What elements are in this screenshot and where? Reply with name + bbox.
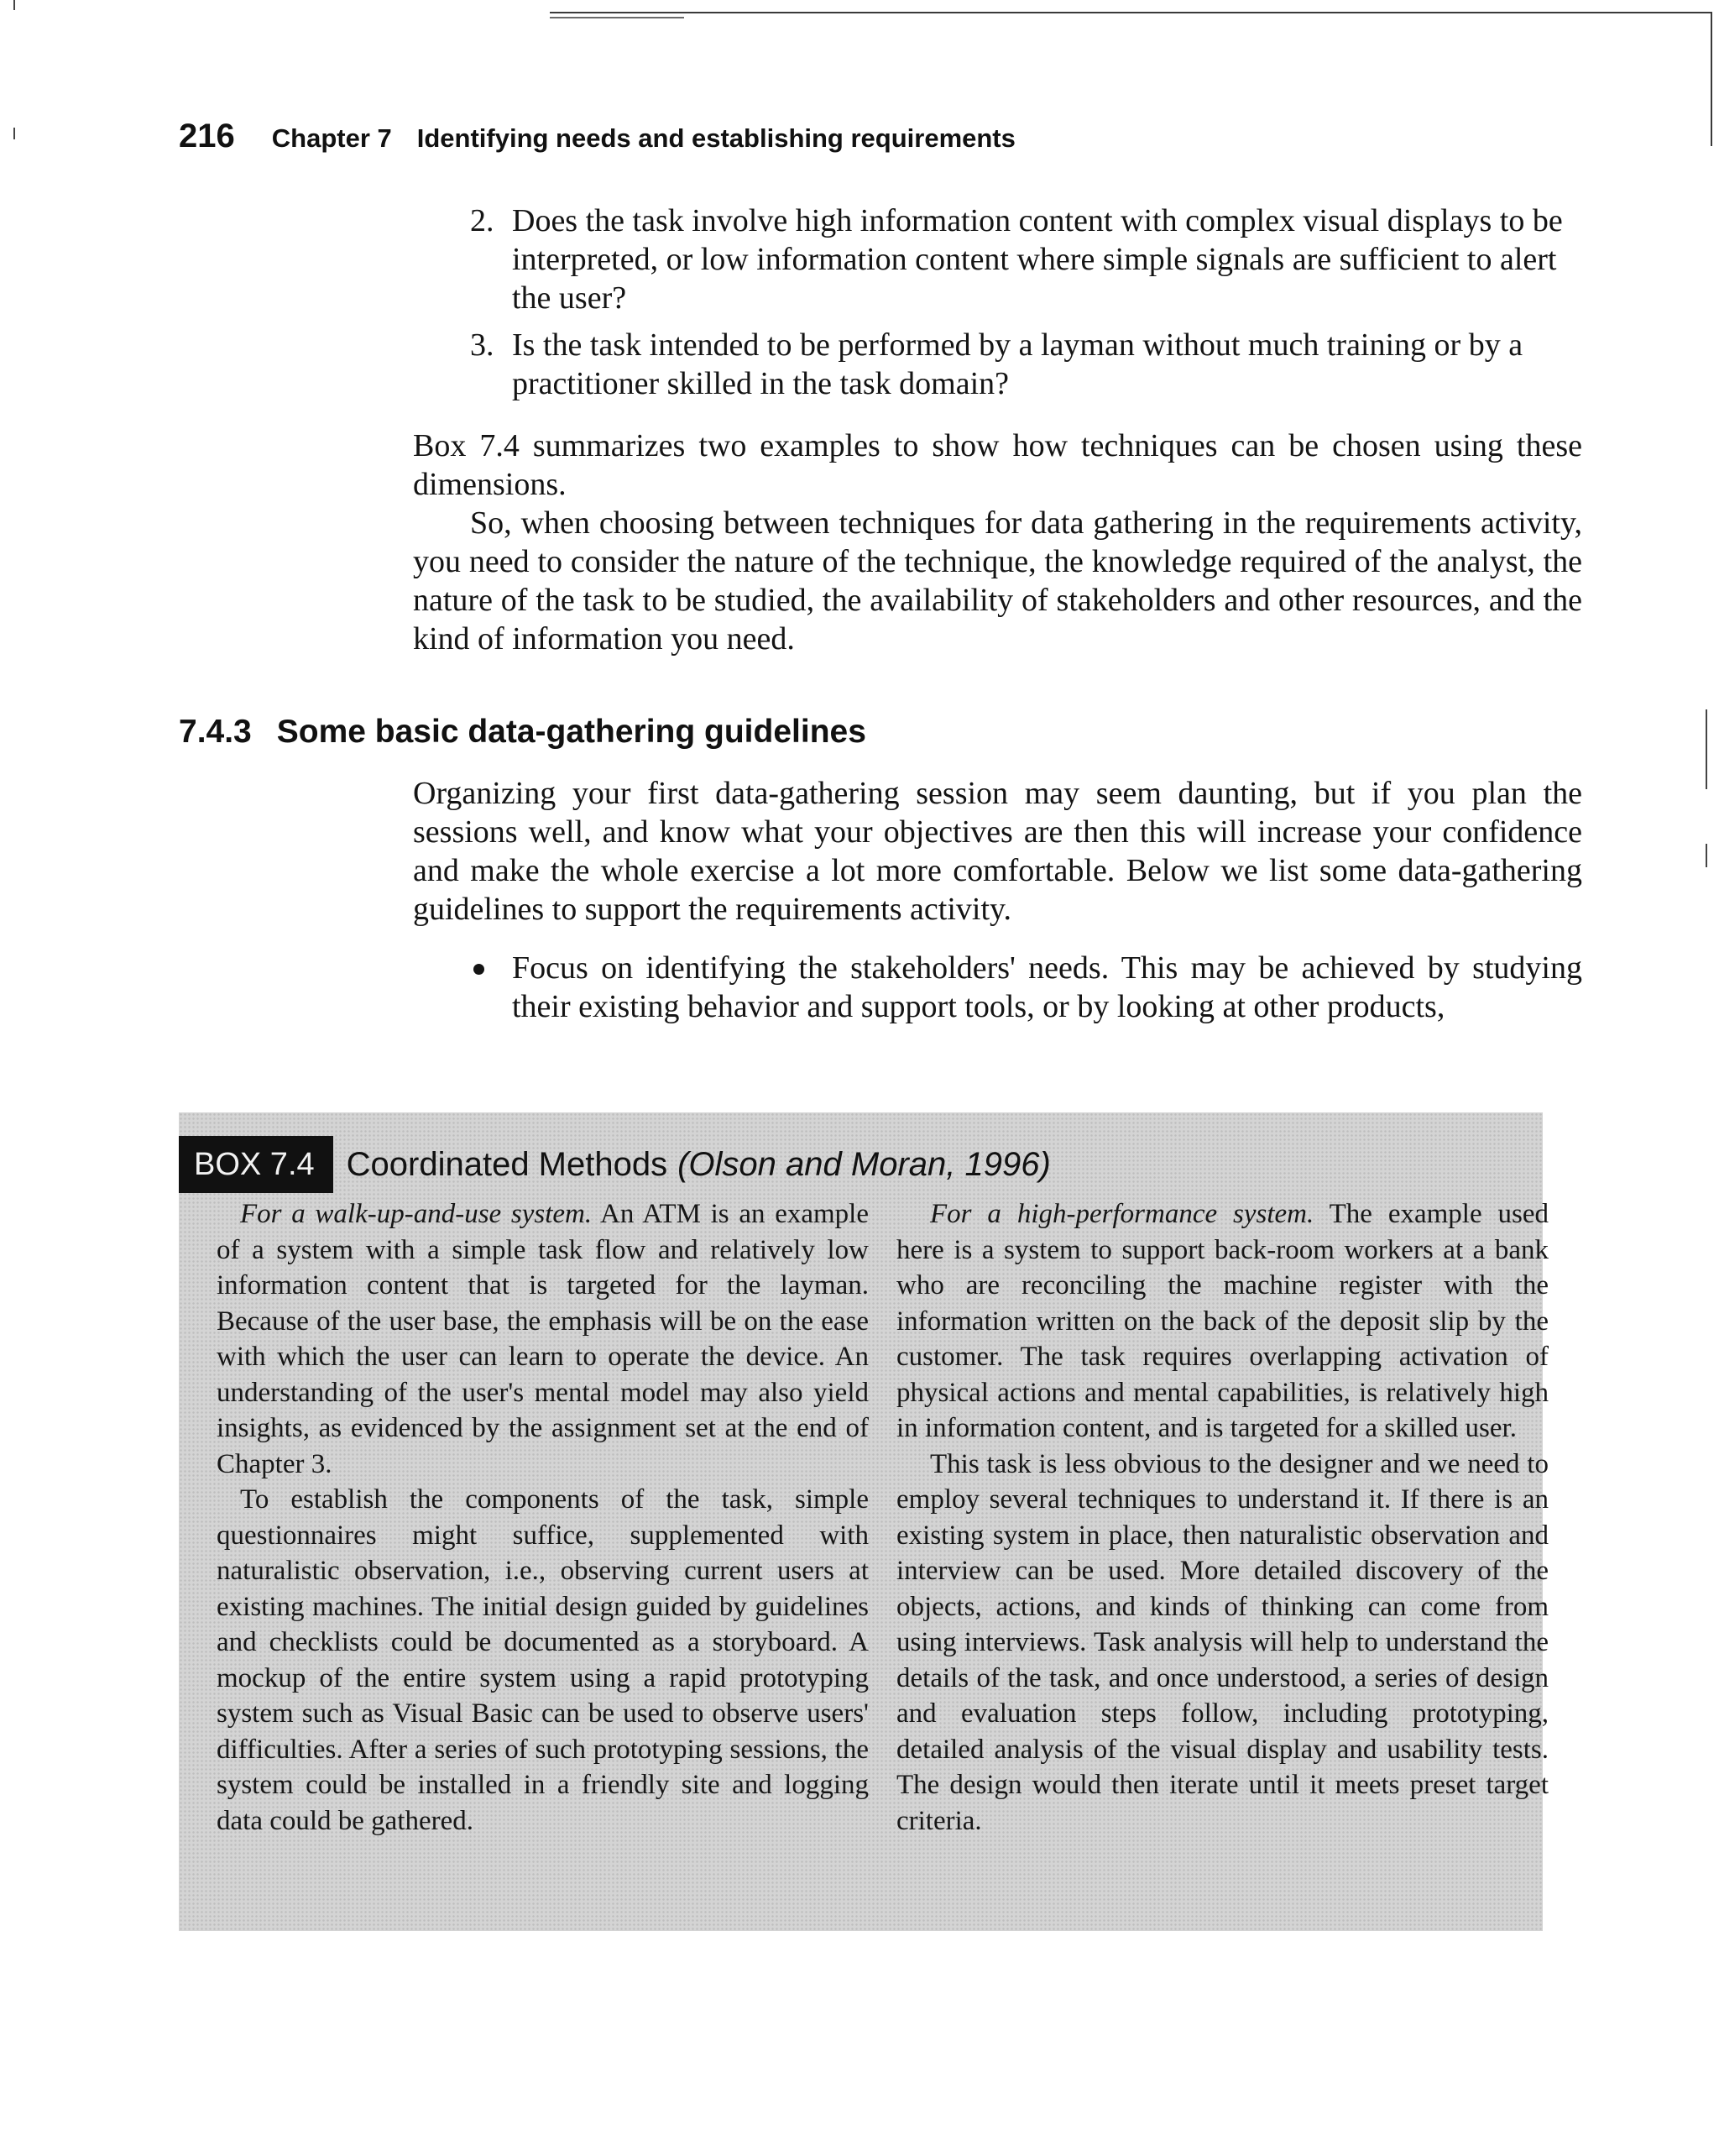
numbered-list (413, 201, 1582, 411)
list-item (413, 201, 1582, 317)
box-right-paragraph-2: This task is less obvious to the designer and we need to employ several techniques to understand it. If there is an existing system in place, then naturalistic observation and interview can be used. More detailed discovery of the objects, actions, and kinds of thinking can come from using interviews. Task analysis will help to understand the details of the task, and once understood, a series of design and evaluation steps follow, including prototyping, detailed analysis of the visual display and usability tests. The design would then iterate until it meets preset target criteria. (896, 1448, 1549, 1836)
box-right-paragraph-1 (896, 1196, 1549, 1447)
box-left-paragraph-2: To establish the components of the task, simple questionnaires might suffice, supplemented with naturalistic observation, i.e., observing current users at existing machines. The initial design guided by guidelines and checklists could be documented as a storyboard. A mockup of the entire system using a rapid prototyping system such as Visual Basic can be used to observe users' difficulties. After a series of such prototyping sessions, the system could be installed in a friendly site and logging data could be gathered. (217, 1484, 869, 1836)
box-title: Coordinated Methods (346, 1145, 668, 1183)
box-column-right (896, 1196, 1549, 1839)
box-7-4 (179, 1112, 1549, 1931)
scan-mark-right-low (1706, 844, 1707, 867)
box-header (179, 1136, 1051, 1193)
scan-edge-right (1711, 12, 1712, 146)
box-left-paragraph-1 (217, 1196, 869, 1482)
scan-mark-left-header (13, 128, 15, 139)
chapter-title: Identifying needs and establishing requirements (416, 123, 1016, 153)
page-number: 216 (179, 118, 235, 154)
box-left-lead: For a walk-up-and-use system. (240, 1199, 593, 1229)
bullet-icon (473, 964, 484, 975)
paragraph-box-summary: Box 7.4 summarizes two examples to show how techniques can be chosen using these dimensions. (413, 428, 1582, 502)
list-item-text: Does the task involve high information content with complex visual displays to be interpreted, or low information content where simple signals are sufficient to alert the user? (512, 203, 1563, 316)
paragraph-choosing-techniques: So, when choosing between techniques for data gathering in the requirements activity, you need to consider the nature of the technique, the knowledge required of the analyst, the nature of the task to be studied, the availability of stakeholders and other resources, and the kind of information you need. (413, 505, 1582, 657)
box-left-text-1: An ATM is an example of a system with a simple task flow and relatively low information content that is targeted for the layman. Because of the user base, the emphasis will be on the ease with which the user can learn to operate the device. An understanding of the user's mental model may also yield insights, as evidenced by the assignment set at the end of Chapter 3. (217, 1199, 869, 1479)
box-citation: (Olson and Moran, 1996) (677, 1145, 1051, 1183)
list-item-text: Is the task intended to be performed by a layman without much training or by a practitioner skilled in the task domain? (512, 327, 1523, 401)
scan-mark-right-mid (1706, 709, 1707, 789)
box-column-left (217, 1196, 869, 1839)
guidelines-bullet-list (413, 949, 1582, 1026)
bullet-text: Focus on identifying the stakeholders' needs. This may be achieved by studying their existing behavior and support tools, or by looking at other products, (512, 950, 1582, 1024)
scan-mark-left-top (13, 0, 15, 10)
chapter-label: Chapter 7 (271, 123, 392, 153)
section-heading (179, 714, 866, 751)
list-item (413, 326, 1582, 403)
list-item (413, 949, 1582, 1026)
section-number: 7.4.3 (179, 714, 252, 750)
box-right-text-1: The example used here is a system to support back-room workers at a bank who are reconciling the machine register with the information written on the back of the deposit slip by the customer. The task requires overlapping activation of physical actions and mental capabilities, is relatively high in information content, and is targeted for a skilled user. (896, 1199, 1549, 1443)
paragraph-section-intro: Organizing your first data-gathering session may seem daunting, but if you plan the sessions well, and know what your objectives are then this will increase your confidence and make the whole exercise a lot more comfortable. Below we list some data-gathering guidelines to support the requirements activity. (413, 776, 1582, 927)
scan-edge-top (550, 12, 1712, 13)
list-item-number: 3. (470, 327, 494, 363)
running-head (179, 118, 1016, 155)
scan-edge-top-short (550, 17, 684, 18)
list-item-number: 2. (470, 203, 494, 238)
section-title: Some basic data-gathering guidelines (276, 714, 866, 750)
box-right-lead: For a high-performance system. (930, 1199, 1314, 1229)
box-label: BOX 7.4 (179, 1136, 333, 1193)
